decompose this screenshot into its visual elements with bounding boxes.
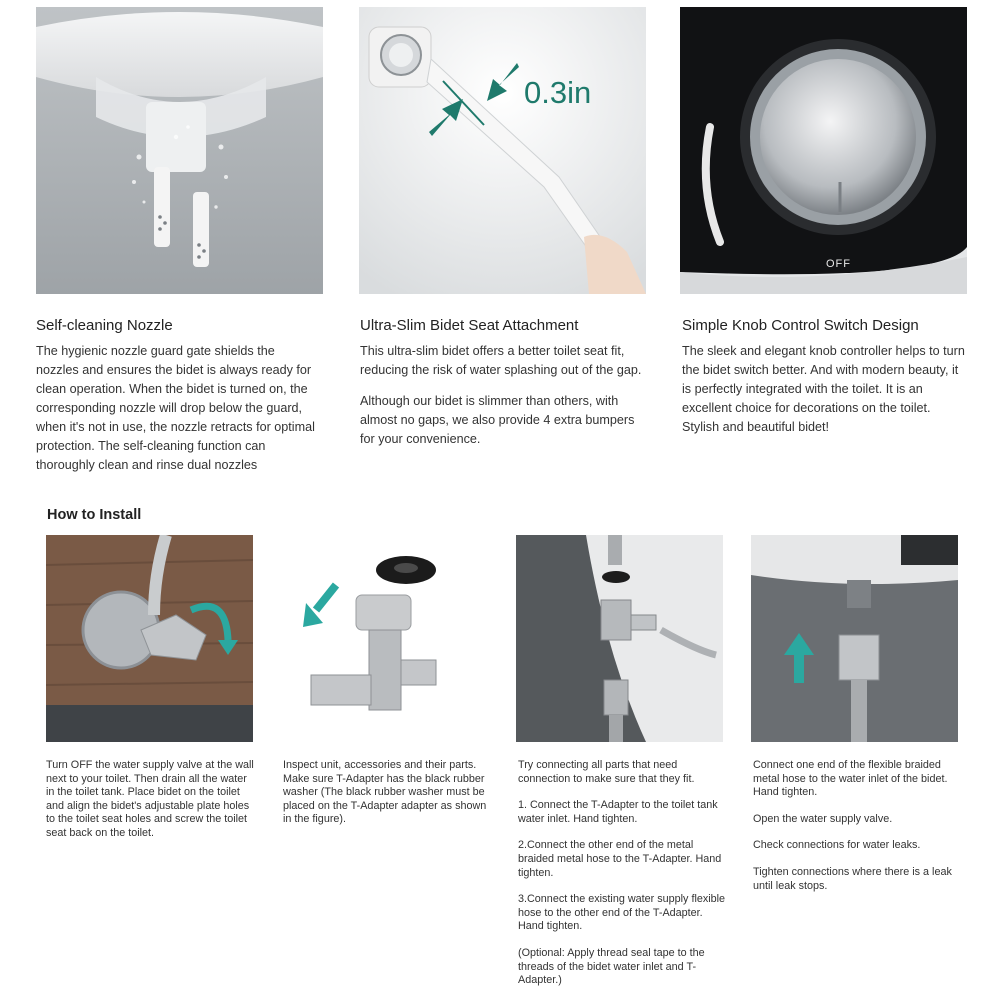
- install-step-2-photo: [281, 535, 488, 742]
- feature-title-self-cleaning: Self-cleaning Nozzle: [36, 317, 173, 334]
- install-step-4-text: [753, 759, 963, 906]
- install-step-3-photo: [516, 535, 723, 742]
- feature-body-knob: [682, 342, 970, 449]
- feature-paragraph: The hygienic nozzle guard gate shields the nozzles and ensures the bidet is always ready for clean operation. When the bidet is turned on, the corresponding nozzle will drop below the guard, when it's not in use, the nozzle retracts for optimal protection. The self-cleaning function can thoroughly clean and rinse dual nozzles: [36, 344, 315, 472]
- step-paragraph: Connect one end of the flexible braided metal hose to the water inlet of the bidet. Hand tighten.: [753, 759, 948, 799]
- step-paragraph: 3.Connect the existing water supply flexible hose to the other end of the T-Adapter. Hand tighten.: [518, 893, 726, 933]
- feature-body-self-cleaning: [36, 342, 316, 487]
- feature-title-ultra-slim: Ultra-Slim Bidet Seat Attachment: [360, 317, 579, 334]
- step-paragraph: Check connections for water leaks.: [753, 839, 921, 852]
- slim-attachment-photo: [359, 7, 646, 294]
- feature-title-knob: Simple Knob Control Switch Design: [682, 317, 919, 334]
- install-step-2-text: [283, 759, 495, 840]
- step-paragraph: Open the water supply valve.: [753, 812, 893, 825]
- feature-paragraph: The sleek and elegant knob controller helps to turn the bidet switch better. And with modern beauty, it is perfectly integrated with the toilet. It is an excellent choice for decorations on the toilet. Stylish and beautiful bidet!: [682, 344, 965, 434]
- install-step-4-photo: [751, 535, 958, 742]
- feature-body-ultra-slim: [360, 342, 642, 461]
- install-step-1-photo: [46, 535, 253, 742]
- install-section-title: How to Install: [47, 507, 142, 523]
- step-paragraph: Try connecting all parts that need connection to make sure that they fit.: [518, 759, 695, 785]
- knob-off-label: OFF: [826, 258, 851, 270]
- feature-paragraph: Although our bidet is slimmer than others, with almost no gaps, we also provide 4 extra bumpers for your convenience.: [360, 394, 635, 446]
- step-paragraph: Inspect unit, accessories and their parts. Make sure T-Adapter has the black rubber washer (The black rubber washer must be placed on the T-Adapter adapter as shown in the figure).: [283, 759, 487, 826]
- step-paragraph: Turn OFF the water supply valve at the wall next to your toilet. Then drain all the water in the toilet tank. Place bidet on the toilet and align the bidet's adjustable plate holes to the toilet seat holes and screw the toilet seat back on the toilet.: [46, 759, 254, 839]
- step-paragraph: 1. Connect the T-Adapter to the toilet tank water inlet. Hand tighten.: [518, 799, 718, 825]
- feature-paragraph: This ultra-slim bidet offers a better toilet seat fit, reducing the risk of water splashing out of the gap.: [360, 344, 642, 377]
- step-paragraph: (Optional: Apply thread seal tape to the threads of the bidet water inlet and T-Adapter.): [518, 946, 705, 987]
- step-paragraph: 2.Connect the other end of the metal braided metal hose to the T-Adapter. Hand tighten.: [518, 839, 722, 879]
- step-paragraph: Tighten connections where there is a leak until leak stops.: [753, 865, 952, 892]
- gap-measurement-label: 0.3in: [524, 75, 592, 110]
- install-step-1-text: [46, 759, 256, 854]
- install-step-3-text: [518, 759, 728, 1001]
- nozzle-photo: [36, 7, 323, 294]
- knob-photo: [680, 7, 967, 294]
